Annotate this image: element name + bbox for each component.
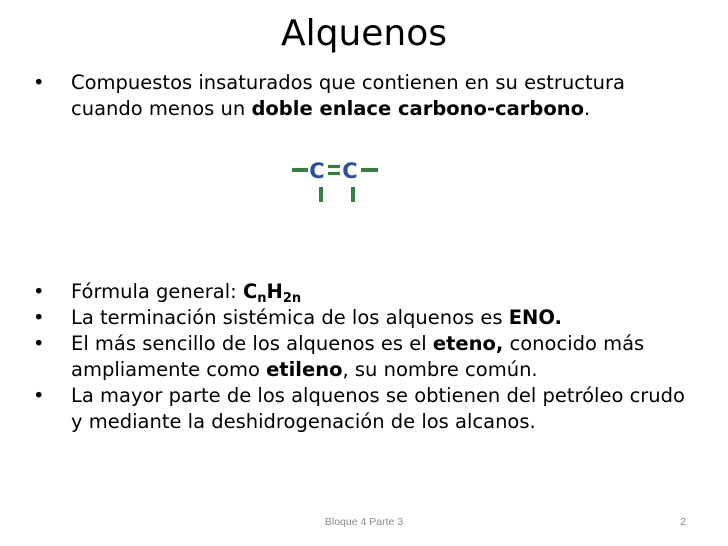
simplest-eteno: eteno,	[432, 332, 504, 355]
definition-bold-term: doble enlace carbono-carbono	[251, 97, 585, 120]
bullet-icon: •	[33, 71, 45, 94]
page-number: 2	[680, 516, 686, 528]
formula-h: H	[266, 280, 283, 303]
simplest-text-c: conocido más ampliamente como	[71, 332, 645, 381]
bullet-list-top	[0, 70, 700, 122]
formula-label: Fórmula general:	[71, 280, 243, 303]
slide-title: Alquenos	[280, 13, 448, 54]
simplest-etileno: etileno	[266, 358, 343, 381]
formula-c: C	[242, 280, 258, 303]
formula-2n-subscript: 2n	[282, 291, 302, 306]
bullet-item-termination	[0, 305, 700, 331]
formula-n-subscript: n	[257, 291, 267, 306]
bullet-list-bottom	[0, 279, 700, 435]
carbon-atom-2: C	[342, 159, 358, 183]
double-bond-structure-diagram	[289, 158, 381, 206]
definition-text: Compuestos insaturados que contienen en su estructura cuando menos un	[71, 71, 625, 120]
simplest-text-e: , su nombre común.	[342, 358, 538, 381]
footer-title: Bloque 4 Parte 3	[324, 516, 404, 528]
bullet-item-source	[0, 383, 700, 435]
termination-suffix: ENO.	[508, 306, 562, 329]
bullet-item-simplest	[0, 331, 700, 383]
termination-text: La terminación sistémica de los alquenos es	[71, 306, 509, 329]
definition-end: .	[584, 97, 591, 120]
bullet-icon: •	[33, 306, 45, 329]
bullet-icon: •	[33, 384, 45, 407]
source-text: La mayor parte de los alquenos se obtienen del petróleo crudo y mediante la deshidrogenación de los alcanos.	[71, 384, 685, 433]
bullet-icon: •	[33, 280, 45, 303]
bullet-icon: •	[33, 332, 45, 355]
carbon-atom-1: C	[309, 159, 325, 183]
bullet-item-definition	[0, 70, 700, 122]
bullet-item-formula	[0, 279, 700, 305]
simplest-text-a: El más sencillo de los alquenos es el	[71, 332, 433, 355]
